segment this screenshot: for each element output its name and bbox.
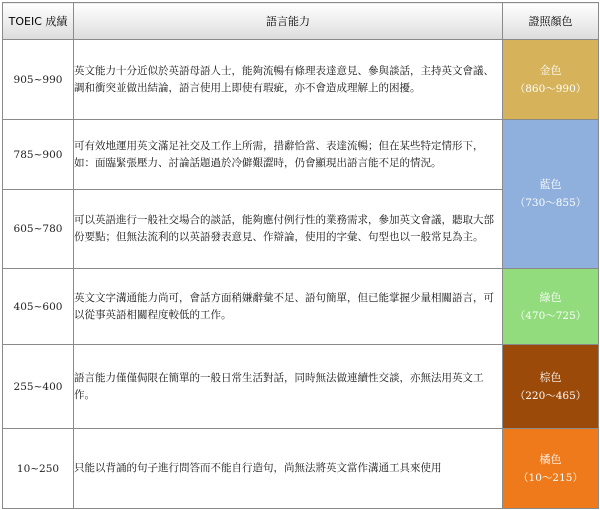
ability-cell: 只能以背誦的句子進行問答而不能自行造句，尚無法將英文當作溝通工具來使用 [74, 429, 503, 509]
score-cell: 605~780 [3, 190, 74, 269]
table-row [3, 120, 599, 190]
header-color: 證照顏色 [503, 3, 599, 40]
level-gold [503, 40, 599, 120]
table-row [3, 269, 599, 345]
score-cell: 405~600 [3, 269, 74, 345]
score-cell: 905~990 [3, 40, 74, 120]
level-range: （470～725） [514, 309, 587, 322]
level-green [503, 269, 599, 345]
level-name: 橘色 [539, 452, 562, 466]
level-name: 棕色 [539, 370, 562, 384]
level-blue [503, 120, 599, 269]
level-range: （730～855） [514, 197, 587, 209]
level-range: （10～215） [518, 471, 583, 484]
header-row [3, 3, 599, 40]
table-row [3, 40, 599, 120]
level-orange [503, 429, 599, 509]
ability-cell: 語言能力僅僅侷限在簡單的一般日常生活對話，同時無法做連續性交談，亦無法用英文工作。 [74, 345, 503, 429]
table-row [3, 429, 599, 509]
score-cell: 785~900 [3, 120, 74, 190]
level-brown [503, 345, 599, 429]
level-name: 金色 [539, 63, 562, 77]
ability-cell: 可以英語進行一般社交場合的談話，能夠應付例行性的業務需求，參加英文會議，聽取大部份要點；但無法流利的以英語發表意見、作辯論，使用的字彙、句型也以一般常見為主。 [74, 190, 503, 269]
score-cell: 255~400 [3, 345, 74, 429]
header-ability: 語言能力 [74, 3, 503, 40]
level-range: （220～465） [514, 389, 587, 402]
score-cell: 10~250 [3, 429, 74, 509]
ability-cell: 英文能力十分近似於英語母語人士，能夠流暢有條理表達意見、參與談話，主持英文會議、調和衝突並做出結論，語言使用上即使有瑕疵，亦不會造成理解上的困擾。 [74, 40, 503, 120]
table-row [3, 345, 599, 429]
toeic-table [2, 2, 599, 509]
ability-cell: 英文文字溝通能力尚可，會話方面稍嫌辭彙不足、語句簡單，但已能掌握少量相關語言，可以從事英語相關程度較低的工作。 [74, 269, 503, 345]
level-name: 綠色 [539, 290, 562, 304]
level-name: 藍色 [539, 178, 562, 191]
level-range: （860～990） [514, 82, 587, 95]
ability-cell: 可有效地運用英文滿足社交及工作上所需，措辭恰當、表達流暢；但在某些特定情形下，如：面臨緊張壓力、討論話題過於冷僻艱澀時，仍會顯現出語言能不足的情況。 [74, 120, 503, 190]
header-score: TOEIC 成績 [3, 3, 74, 40]
